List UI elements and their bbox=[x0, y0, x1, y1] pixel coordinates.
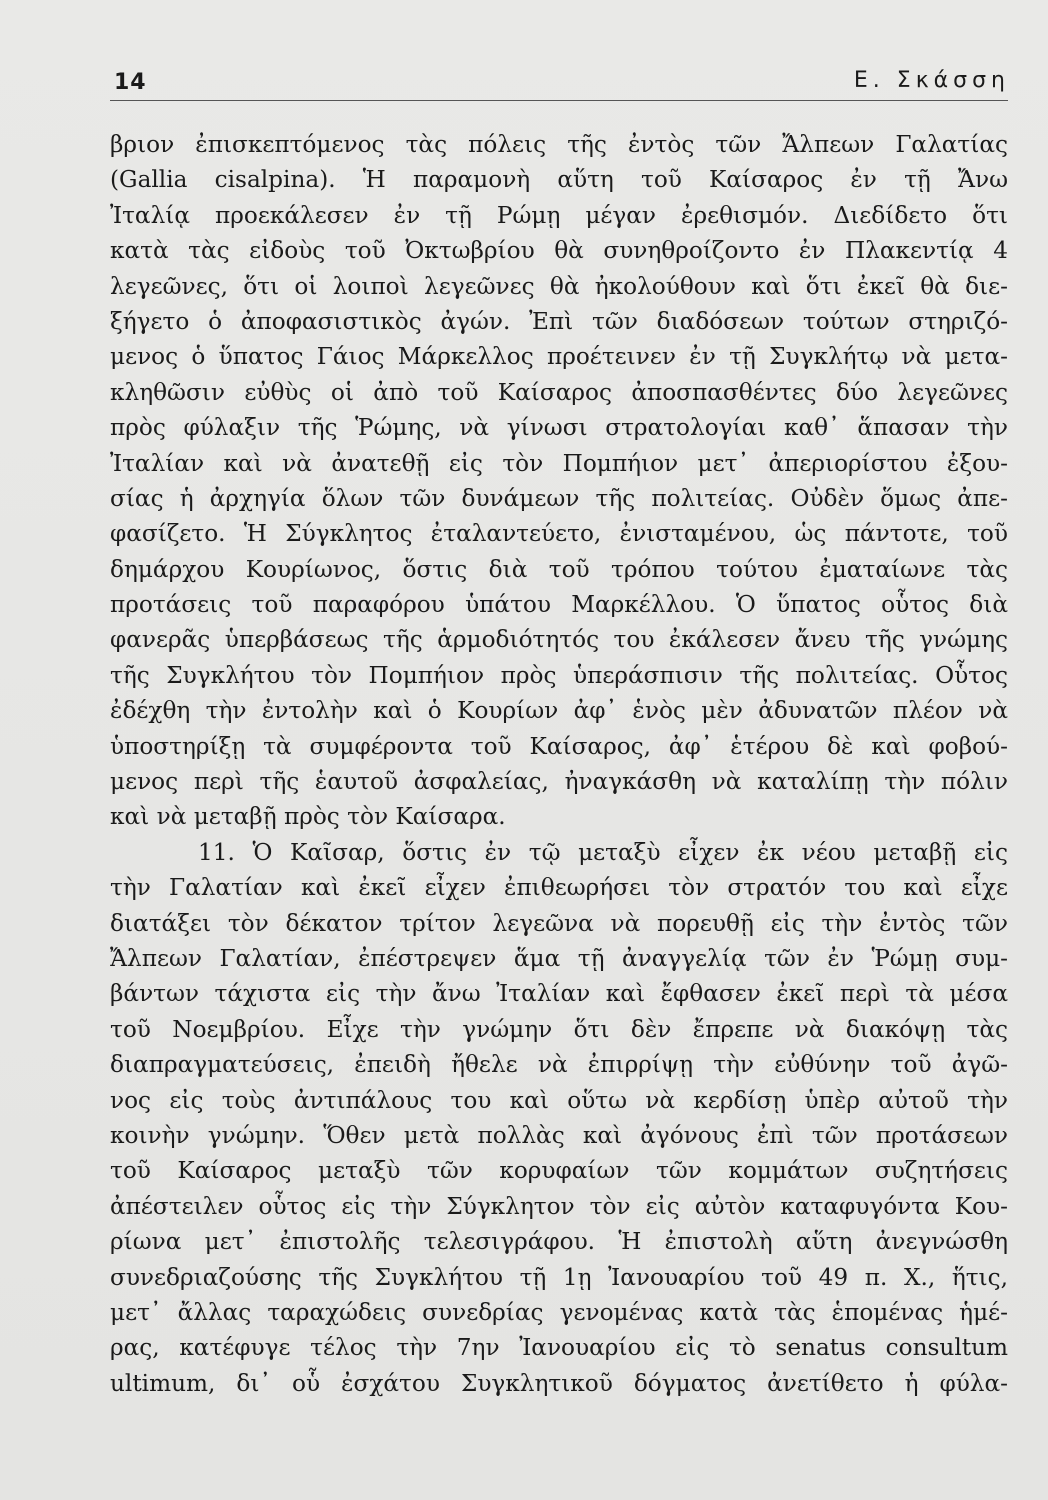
text-line: κληθῶσιν εὐθὺς οἱ ἀπὸ τοῦ Καίσαρος ἀποσπασθέντες δύο λεγεῶνες bbox=[110, 378, 1008, 406]
text-line: ξήγετο ὁ ἀποφασιστικὸς ἀγών. Ἐπὶ τῶν διαδόσεων τούτων στηριζό- bbox=[110, 307, 1008, 335]
text-line: νος εἰς τοὺς ἀντιπάλους του καὶ οὕτω νὰ κερδίσῃ ὑπὲρ αὐτοῦ τὴν bbox=[110, 1086, 1008, 1114]
header-rule bbox=[110, 100, 1008, 101]
text-line: κατὰ τὰς εἰδοὺς τοῦ Ὀκτωβρίου θὰ συνηθροίζοντο ἐν Πλακεντίᾳ 4 bbox=[110, 237, 1008, 265]
text-line: Ἰταλίαν καὶ νὰ ἀνατεθῇ εἰς τὸν Πομπήιον μετ᾽ ἀπεριορίστου ἐξου- bbox=[110, 449, 1008, 477]
text-line: κοινὴν γνώμην. Ὅθεν μετὰ πολλὰς καὶ ἀγόνους ἐπὶ τῶν προτάσεων bbox=[110, 1121, 1008, 1149]
body-text bbox=[110, 127, 1008, 1436]
page-number: 14 bbox=[114, 70, 147, 95]
text-line: μενος περὶ τῆς ἑαυτοῦ ἀσφαλείας, ἠναγκάσθη νὰ καταλίπῃ τὴν πόλιν bbox=[110, 768, 1008, 796]
text-line bbox=[110, 1401, 1008, 1436]
text-line: (Gallia cisalpina). Ἡ παραμονὴ αὕτη τοῦ Καίσαρος ἐν τῇ Ἄνω bbox=[110, 166, 1008, 194]
text-line: ἀπέστειλεν οὗτος εἰς τὴν Σύγκλητον τὸν εἰς αὐτὸν καταφυγόντα Κου- bbox=[110, 1192, 1008, 1220]
text-line: τὴν Γαλατίαν καὶ ἐκεῖ εἶχεν ἐπιθεωρήσει τὸν στρατόν του καὶ εἶχε bbox=[110, 874, 1008, 902]
text-line: δημάρχου Κουρίωνος, ὅστις διὰ τοῦ τρόπου τούτου ἐματαίωνε τὰς bbox=[110, 555, 1008, 583]
text-line: σίας ἡ ἀρχηγία ὅλων τῶν δυνάμεων τῆς πολιτείας. Οὐδὲν ὅμως ἀπε- bbox=[110, 484, 1008, 512]
text-line: ρας, κατέφυγε τέλος τὴν 7ην Ἰανουαρίου εἰς τὸ senatus consultum bbox=[110, 1334, 1008, 1362]
paragraph-end-line: καὶ νὰ μεταβῇ πρὸς τὸν Καίσαρα. bbox=[110, 803, 506, 831]
text-line: προτάσεις τοῦ παραφόρου ὑπάτου Μαρκέλλου. Ὁ ὕπατος οὗτος διὰ bbox=[110, 591, 1008, 619]
text-line: μενος ὁ ὕπατος Γάιος Μάρκελλος προέτεινεν ἐν τῇ Συγκλήτῳ νὰ μετα- bbox=[110, 343, 1008, 371]
text-line: ὑποστηρίξῃ τὰ συμφέροντα τοῦ Καίσαρος, ἀφ᾽ ἑτέρου δὲ καὶ φοβού- bbox=[110, 732, 1008, 760]
text-line: βριον ἐπισκεπτόμενος τὰς πόλεις τῆς ἐντὸς τῶν Ἄλπεων Γαλατίας bbox=[110, 131, 1008, 158]
text-line: Ἄλπεων Γαλατίαν, ἐπέστρεψεν ἅμα τῇ ἀναγγελίᾳ τῶν ἐν Ῥώμῃ συμ- bbox=[110, 944, 1008, 972]
text-line: πρὸς φύλαξιν τῆς Ῥώμης, νὰ γίνωσι στρατολογίαι καθ᾽ ἅπασαν τὴν bbox=[110, 414, 1008, 442]
text-line: διατάξει τὸν δέκατον τρίτον λεγεῶνα νὰ πορευθῇ εἰς τὴν ἐντὸς τῶν bbox=[110, 909, 1008, 937]
text-line: ἐδέχθη τὴν ἐντολὴν καὶ ὁ Κουρίων ἀφ᾽ ἑνὸς μὲν ἀδυνατῶν πλέον νὰ bbox=[110, 697, 1008, 725]
text-line: βάντων τάχιστα εἰς τὴν ἄνω Ἰταλίαν καὶ ἔφθασεν ἐκεῖ περὶ τὰ μέσα bbox=[110, 980, 1008, 1008]
text-line: λεγεῶνες, ὅτι οἱ λοιποὶ λεγεῶνες θὰ ἠκολούθουν καὶ ὅτι ἐκεῖ θὰ διε- bbox=[110, 272, 1008, 300]
text-line: μετ᾽ ἄλλας ταραχώδεις συνεδρίας γενομένας κατὰ τὰς ἑπομένας ἡμέ- bbox=[110, 1298, 1008, 1326]
running-head: Ε. Σκάσση bbox=[853, 68, 1010, 93]
text-line: ultimum, δι᾽ οὗ ἐσχάτου Συγκλητικοῦ δόγματος ἀνετίθετο ἡ φύλα- bbox=[110, 1369, 1008, 1397]
text-line: τοῦ Νοεμβρίου. Εἶχε τὴν γνώμην ὅτι δὲν ἔπρεπε νὰ διακόψῃ τὰς bbox=[110, 1015, 1008, 1043]
text-line: ρίωνα μετ᾽ ἐπιστολῆς τελεσιγράφου. Ἡ ἐπιστολὴ αὕτη ἀνεγνώσθη bbox=[110, 1228, 1008, 1256]
page-header bbox=[110, 62, 1010, 102]
text-line: τοῦ Καίσαρος μεταξὺ τῶν κορυφαίων τῶν κομμάτων συζητήσεις bbox=[110, 1157, 1008, 1185]
text-line: συνεδριαζούσης τῆς Συγκλήτου τῇ 1ῃ Ἰανουαρίου τοῦ 49 π. Χ., ἥτις, bbox=[110, 1263, 1008, 1291]
section-start-line: 11. Ὁ Καῖσαρ, ὅστις ἐν τῷ μεταξὺ εἶχεν ἐκ νέου μεταβῇ εἰς bbox=[198, 838, 1008, 866]
text-line: διαπραγματεύσεις, ἐπειδὴ ἤθελε νὰ ἐπιρρίψῃ τὴν εὐθύνην τοῦ ἀγῶ- bbox=[110, 1051, 1008, 1079]
text-line: φασίζετο. Ἡ Σύγκλητος ἐταλαντεύετο, ἐνισταμένου, ὡς πάντοτε, τοῦ bbox=[110, 520, 1008, 548]
text-line: φανερᾶς ὑπερβάσεως τῆς ἁρμοδιότητός του ἐκάλεσεν ἄνευ τῆς γνώμης bbox=[110, 626, 1008, 654]
text-line: τῆς Συγκλήτου τὸν Πομπήιον πρὸς ὑπεράσπισιν τῆς πολιτείας. Οὗτος bbox=[110, 661, 1008, 689]
text-line: Ἰταλίᾳ προεκάλεσεν ἐν τῇ Ρώμῃ μέγαν ἐρεθισμόν. Διεδίδετο ὅτι bbox=[110, 201, 1008, 229]
